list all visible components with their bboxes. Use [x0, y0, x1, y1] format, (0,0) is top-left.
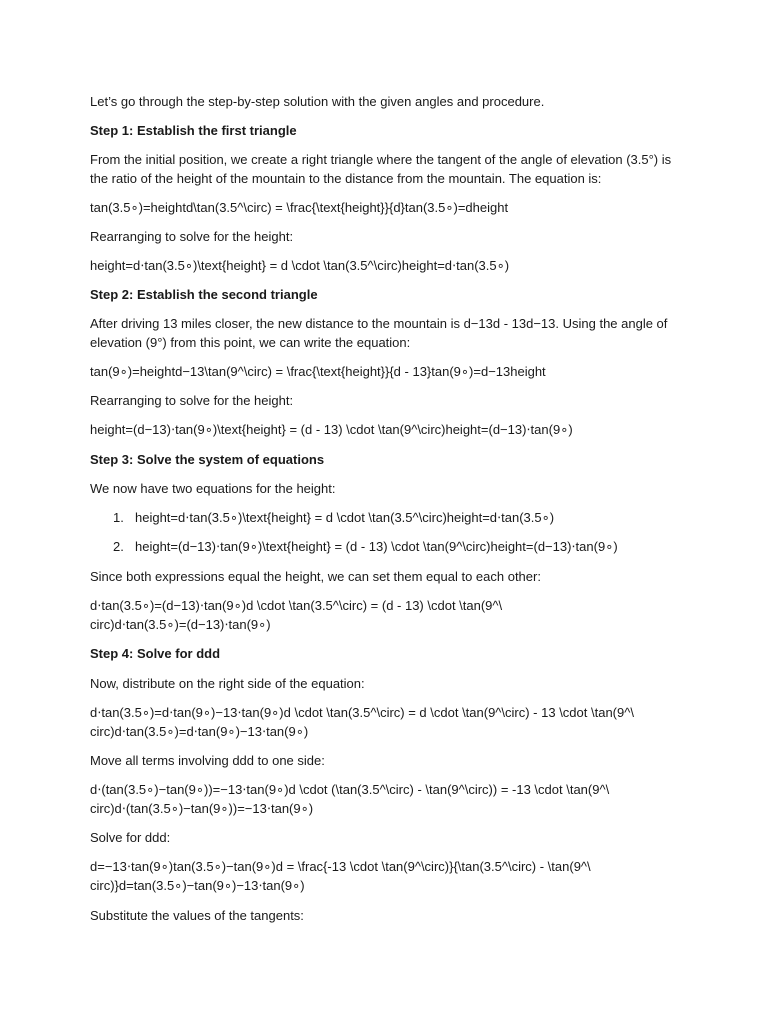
- step1-rearrange-text: Rearranging to solve for the height:: [90, 229, 294, 244]
- step1-paragraph-line1: From the initial position, we create a right triangle where the tangent of the angle of elevation (3.5°) is: [90, 152, 672, 167]
- step1-equation-height: height=d⋅tan(3.5∘)\text{height} = d \cdot \tan(3.5^\circ)height=d⋅tan(3.5∘): [90, 258, 510, 273]
- step4-heading: Step 4: Solve for ddd: [90, 646, 221, 661]
- list-item-text: height=d⋅tan(3.5∘)\text{height} = d \cdot \tan(3.5^\circ)height=d⋅tan(3.5∘): [135, 510, 555, 525]
- list-item-text: height=(d−13)⋅tan(9∘)\text{height} = (d - 13) \cdot \tan(9^\circ)height=(d−13)⋅tan(9∘): [135, 539, 618, 554]
- step4-equation3-line2: circ)}d=tan(3.5∘)−tan(9∘)−13⋅tan(9∘): [90, 878, 305, 893]
- step2-paragraph-line2: elevation (9°) from this point, we can write the equation:: [90, 335, 411, 350]
- list-item: [113, 537, 618, 557]
- step2-rearrange-text: Rearranging to solve for the height:: [90, 393, 294, 408]
- intro-paragraph: Let’s go through the step-by-step solution with the given angles and procedure.: [90, 94, 545, 109]
- step4-equation1-line2: circ)d⋅tan(3.5∘)=d⋅tan(9∘)−13⋅tan(9∘): [90, 724, 309, 739]
- step1-heading: Step 1: Establish the first triangle: [90, 123, 297, 138]
- list-item-number: 1.: [113, 510, 124, 525]
- step4-solve-text: Solve for ddd:: [90, 830, 171, 845]
- step2-paragraph-line1: After driving 13 miles closer, the new distance to the mountain is d−13d - 13d−13. Using the angle of: [90, 316, 668, 331]
- step4-equation3-line1: d=−13⋅tan(9∘)tan(3.5∘)−tan(9∘)d = \frac{-13 \cdot \tan(9^\circ)}{\tan(3.5^\circ) - \tan(9^\: [90, 859, 591, 874]
- list-item-number: 2.: [113, 539, 124, 554]
- step4-substitute-text: Substitute the values of the tangents:: [90, 908, 304, 923]
- step4-equation2-line2: circ)d⋅(tan(3.5∘)−tan(9∘))=−13⋅tan(9∘): [90, 801, 314, 816]
- step3-heading: Step 3: Solve the system of equations: [90, 452, 325, 467]
- step4-move-text: Move all terms involving ddd to one side:: [90, 753, 325, 768]
- step3-equation-line1: d⋅tan(3.5∘)=(d−13)⋅tan(9∘)d \cdot \tan(3.5^\circ) = (d - 13) \cdot \tan(9^\: [90, 598, 503, 613]
- step4-equation2-line1: d⋅(tan(3.5∘)−tan(9∘))=−13⋅tan(9∘)d \cdot (\tan(3.5^\circ) - \tan(9^\circ)) = -13 \cdot \tan(9^\: [90, 782, 610, 797]
- step3-since-text: Since both expressions equal the height, we can set them equal to each other:: [90, 569, 541, 584]
- step1-paragraph-line2: the ratio of the height of the mountain to the distance from the mountain. The equation is:: [90, 171, 602, 186]
- step2-equation-height: height=(d−13)⋅tan(9∘)\text{height} = (d - 13) \cdot \tan(9^\circ)height=(d−13)⋅tan(9∘): [90, 422, 573, 437]
- step3-equation-line2: circ)d⋅tan(3.5∘)=(d−13)⋅tan(9∘): [90, 617, 271, 632]
- step2-equation-tangent: tan(9∘)=heightd−13\tan(9^\circ) = \frac{\text{height}}{d - 13}tan(9∘)=d−13height: [90, 364, 546, 379]
- step4-distribute-text: Now, distribute on the right side of the equation:: [90, 676, 365, 691]
- step1-equation-tangent: tan(3.5∘)=heightd\tan(3.5^\circ) = \frac{\text{height}}{d}tan(3.5∘)=dheight: [90, 200, 509, 215]
- step3-intro-text: We now have two equations for the height:: [90, 481, 336, 496]
- step2-heading: Step 2: Establish the second triangle: [90, 287, 318, 302]
- step4-equation1-line1: d⋅tan(3.5∘)=d⋅tan(9∘)−13⋅tan(9∘)d \cdot \tan(3.5^\circ) = d \cdot \tan(9^\circ) - 13 \cdot \tan(9^\: [90, 705, 634, 720]
- list-item: [113, 508, 554, 528]
